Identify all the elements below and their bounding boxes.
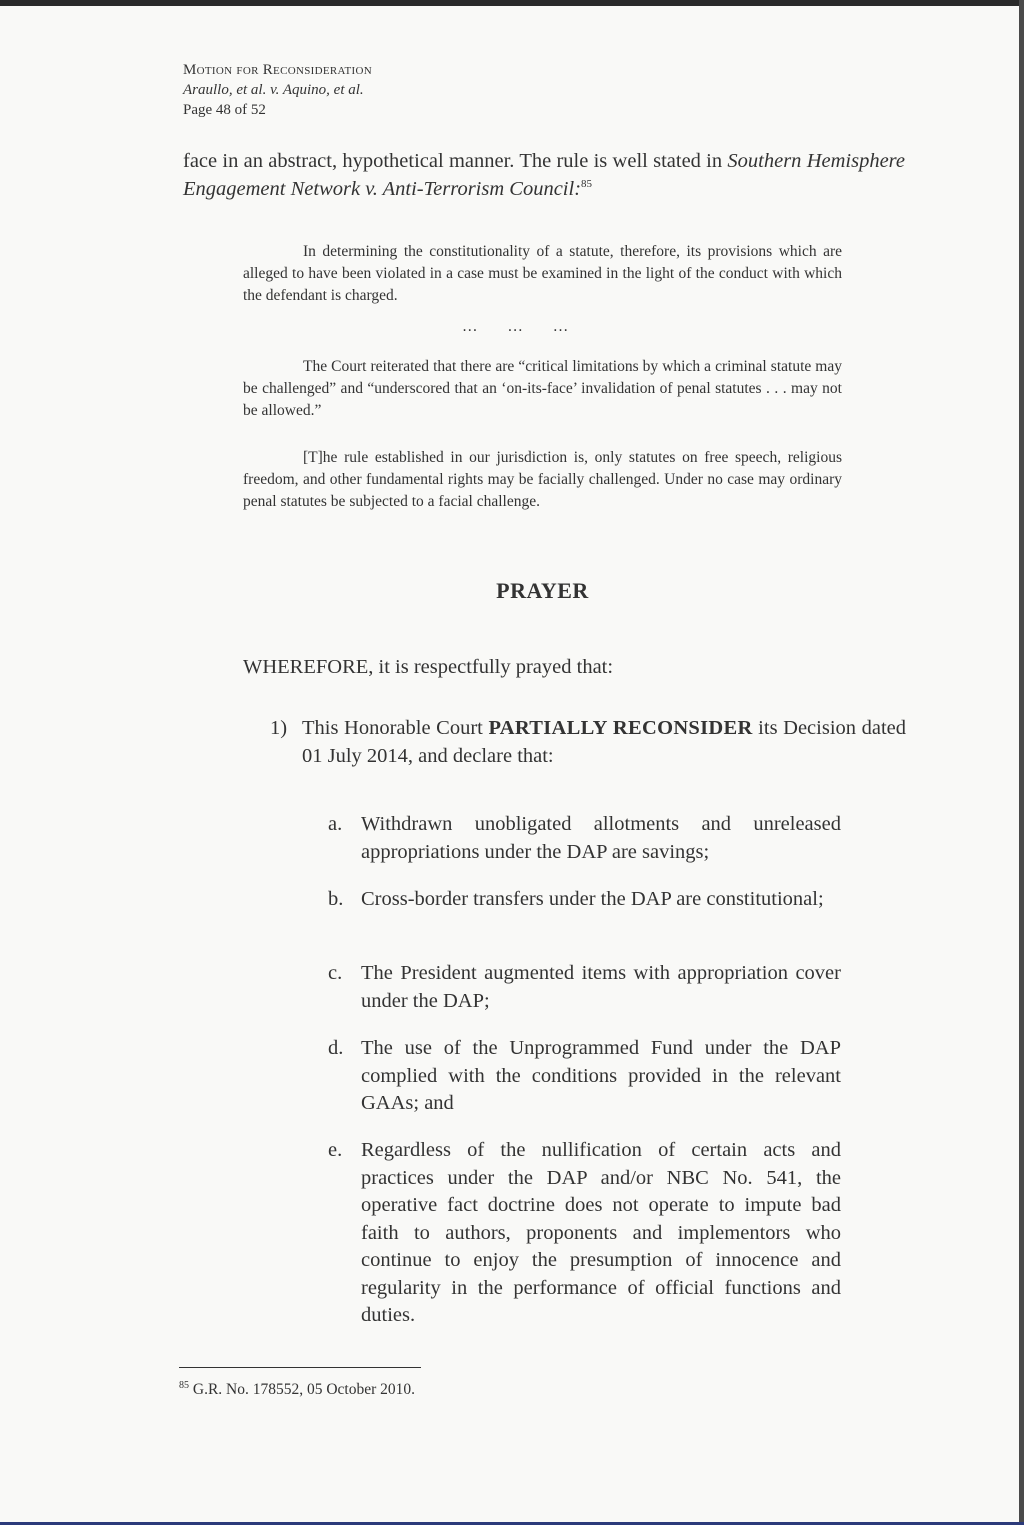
- footnote-number: 85: [179, 1380, 189, 1391]
- sub-item-text: Cross-border transfers under the DAP are constitutional;: [361, 888, 824, 910]
- case-caption: Araullo, et al. v. Aquino, et al.: [183, 82, 364, 98]
- sub-item-c: [328, 960, 841, 1015]
- block-quote-1: [243, 241, 842, 307]
- footnote-reference: 85: [581, 178, 593, 190]
- sub-item-b: [328, 886, 841, 914]
- item-1-text-end: its Decision dated 01 July 2014, and declare that:: [302, 717, 907, 767]
- sub-item-a: [328, 811, 841, 866]
- cited-case-name: Southern Hemisphere Engagement Network v. Anti-Terrorism Council: [183, 150, 905, 200]
- quote-ellipsis: … … …: [462, 318, 570, 335]
- prayer-heading: PRAYER: [496, 578, 589, 603]
- document-title: Motion for Reconsideration: [183, 62, 372, 78]
- quote-2-text: The Court reiterated that there are “critical limitations by which a criminal statute may be challenged” and “underscored that an ‘on-its-face’ invalidation of penal statutes . . . may not be allowed.”: [243, 358, 842, 419]
- sub-item-letter: a.: [328, 813, 343, 835]
- intro-paragraph: [183, 147, 905, 203]
- quote-1-text: In determining the constitutionality of a statute, therefore, its provisions which are alleged to have been violated in a case must be examined in the light of the conduct with which the defendant is charged.: [243, 243, 842, 304]
- intro-colon: :: [574, 178, 582, 200]
- sub-item-text: The President augmented items with appropriation cover under the DAP;: [361, 962, 841, 1012]
- item-1-text-start: This Honorable Court: [302, 717, 489, 739]
- running-header: [183, 60, 372, 120]
- sub-item-letter: e.: [328, 1139, 343, 1161]
- wherefore-clause: WHEREFORE, it is respectfully prayed that:: [243, 656, 614, 678]
- block-quote-2: [243, 356, 842, 422]
- block-quote-3: [243, 447, 842, 513]
- sub-item-text: The use of the Unprogrammed Fund under the DAP complied with the conditions provided in the relevant GAAs; and: [361, 1037, 841, 1114]
- scan-top-edge: [0, 0, 1024, 6]
- sub-item-d: [328, 1035, 841, 1118]
- sub-item-e: [328, 1137, 841, 1330]
- scan-right-edge: [1019, 0, 1024, 1525]
- sub-item-text: Regardless of the nullification of certain acts and practices under the DAP and/or NBC No. 541, the operative fact doctrine does not operate to impute bad faith to authors, proponents and implementors who continue to enjoy the presumption of innocence and regularity in the performance of official functions and duties.: [361, 1139, 841, 1326]
- sub-item-letter: c.: [328, 962, 343, 984]
- footnote-divider: [179, 1367, 421, 1368]
- prayer-item-1: [270, 714, 906, 770]
- item-1-text: [302, 714, 906, 770]
- sub-item-text: Withdrawn unobligated allotments and unreleased appropriations under the DAP are savings;: [361, 813, 841, 863]
- quote-3-text: [T]he rule established in our jurisdiction is, only statutes on free speech, religious freedom, and other fundamental rights may be facially challenged. Under no case may ordinary penal statutes be subjected to a facial challenge.: [243, 449, 842, 510]
- item-number: 1): [270, 717, 288, 739]
- item-1-bold: PARTIALLY RECONSIDER: [488, 717, 753, 739]
- sub-item-letter: b.: [328, 888, 344, 910]
- sub-item-letter: d.: [328, 1037, 344, 1059]
- page-number: Page 48 of 52: [183, 102, 266, 118]
- intro-text: face in an abstract, hypothetical manner. The rule is well stated in: [183, 150, 728, 172]
- footnote: [179, 1381, 415, 1399]
- footnote-text: G.R. No. 178552, 05 October 2010.: [189, 1381, 416, 1398]
